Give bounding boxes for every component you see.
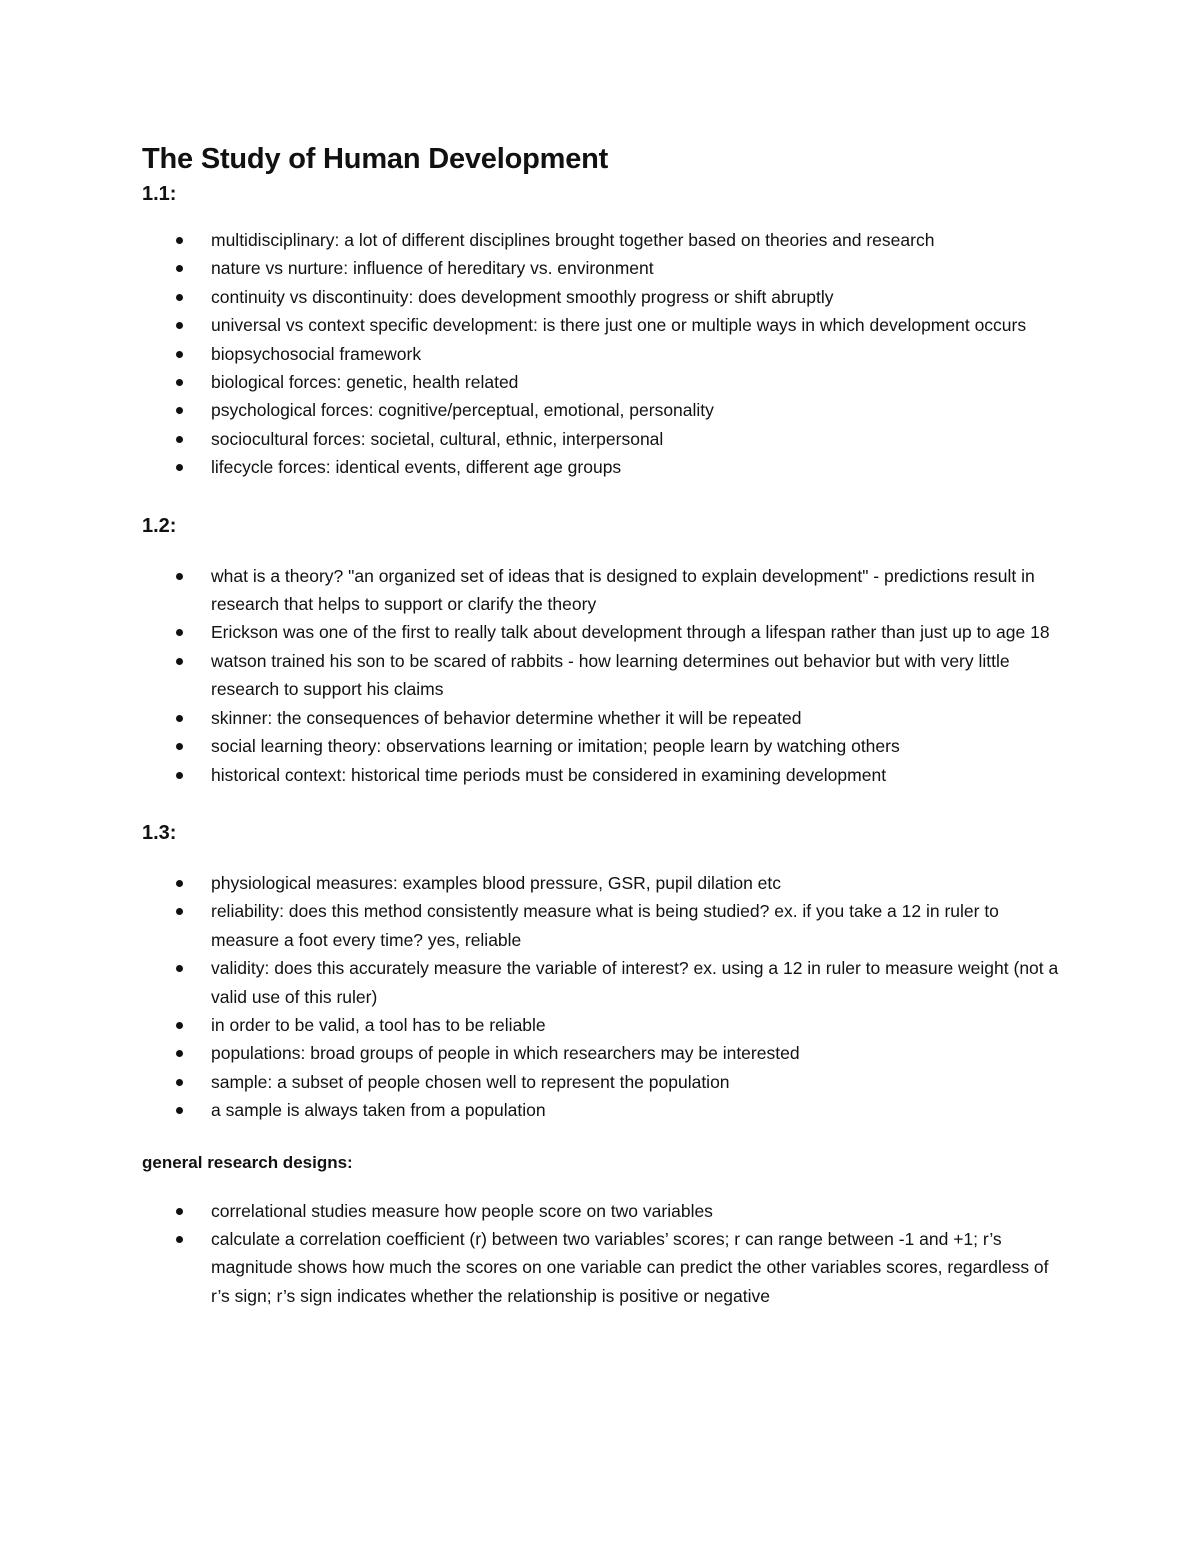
- bullet-icon: [176, 715, 183, 722]
- bullet-icon: [176, 573, 183, 580]
- list-item-text: what is a theory? "an organized set of ideas that is designed to explain development" - predictions result in research that helps to support or clarify the theory: [211, 565, 1035, 615]
- section-heading-general-research-designs: general research designs:: [142, 1152, 353, 1172]
- list-item: [142, 254, 1062, 282]
- bullet-icon: [176, 379, 183, 386]
- bullet-icon: [176, 322, 183, 329]
- list-item-text: continuity vs discontinuity: does development smoothly progress or shift abruptly: [211, 286, 834, 307]
- list-item-text: sample: a subset of people chosen well to represent the population: [211, 1071, 730, 1092]
- bullet-icon: [176, 1236, 183, 1243]
- bullet-icon: [176, 294, 183, 301]
- bullet-icon: [176, 265, 183, 272]
- bullet-icon: [176, 1107, 183, 1114]
- list-item: [142, 226, 1062, 254]
- list-item-text: lifecycle forces: identical events, different age groups: [211, 457, 622, 478]
- bullet-icon: [176, 237, 183, 244]
- list-item-text: reliability: does this method consistently measure what is being studied? ex. if you take a 12 in ruler to measure a foot every time? yes, reliable: [211, 901, 999, 950]
- list-item: [142, 647, 1062, 704]
- list-item-text: historical context: historical time periods must be considered in examining development: [211, 764, 887, 785]
- bullet-icon: [176, 1208, 183, 1215]
- list-item: [142, 1197, 1062, 1225]
- list-item: [142, 562, 1062, 619]
- bullet-icon: [176, 772, 183, 779]
- list-item: [142, 396, 1062, 424]
- list-item-text: nature vs nurture: influence of hereditary vs. environment: [211, 258, 654, 279]
- list-item-text: universal vs context specific development: is there just one or multiple ways in which development occurs: [211, 315, 1027, 336]
- bullet-list-1-3: [142, 869, 1062, 1125]
- bullet-icon: [176, 658, 183, 665]
- bullet-icon: [176, 908, 183, 915]
- list-item: [142, 368, 1062, 396]
- list-item-text: biological forces: genetic, health related: [211, 372, 519, 393]
- bullet-icon: [176, 880, 183, 887]
- document-title: The Study of Human Development: [142, 143, 609, 175]
- list-item-text: in order to be valid, a tool has to be reliable: [211, 1014, 546, 1035]
- list-item-text: physiological measures: examples blood pressure, GSR, pupil dilation etc: [211, 872, 782, 893]
- list-item: [142, 954, 1062, 1011]
- list-item-text: correlational studies measure how people score on two variables: [211, 1200, 713, 1221]
- bullet-icon: [176, 743, 183, 750]
- list-item-text: validity: does this accurately measure the variable of interest? ex. using a 12 in ruler to measure weight (not a valid use of this ruler): [211, 958, 1059, 1007]
- list-item-text: biopsychosocial framework: [211, 343, 422, 364]
- list-item-text: Erickson was one of the first to really talk about development through a lifespan rather than just up to age 18: [211, 622, 1050, 643]
- bullet-list-1-1: [142, 226, 1062, 482]
- list-item: [142, 618, 1062, 646]
- bullet-list-general-research-designs: [142, 1197, 1062, 1311]
- list-item: [142, 1068, 1062, 1096]
- section-heading-1-2: 1.2:: [142, 514, 177, 537]
- list-item: [142, 1225, 1062, 1310]
- list-item-text: multidisciplinary: a lot of different disciplines brought together based on theories and research: [211, 230, 935, 250]
- bullet-icon: [176, 464, 183, 471]
- list-item-text: a sample is always taken from a population: [211, 1100, 546, 1121]
- list-item: [142, 425, 1062, 453]
- list-item: [142, 1039, 1062, 1067]
- bullet-icon: [176, 965, 183, 972]
- bullet-icon: [176, 436, 183, 443]
- list-item-text: psychological forces: cognitive/perceptual, emotional, personality: [211, 400, 714, 421]
- list-item-text: calculate a correlation coefficient (r) between two variables’ scores; r can range between -1 and +1; r’s magnitude shows how much the scores on one variable can predict the other variables scores, regardless of r’s sign; r’s sign indicates whether the relationship is positive or negative: [211, 1228, 1049, 1306]
- bullet-icon: [176, 351, 183, 358]
- list-item: [142, 704, 1062, 732]
- list-item-text: watson trained his son to be scared of rabbits - how learning determines out behavior but with very little research to support his claims: [211, 650, 1010, 700]
- bullet-icon: [176, 1079, 183, 1086]
- bullet-icon: [176, 407, 183, 414]
- list-item: [142, 283, 1062, 311]
- list-item: [142, 869, 1062, 897]
- bullet-icon: [176, 1050, 183, 1057]
- list-item-text: sociocultural forces: societal, cultural, ethnic, interpersonal: [211, 428, 664, 449]
- bullet-icon: [176, 629, 183, 636]
- list-item-text: skinner: the consequences of behavior determine whether it will be repeated: [211, 707, 802, 728]
- list-item-text: social learning theory: observations learning or imitation; people learn by watching others: [211, 736, 900, 757]
- list-item: [142, 761, 1062, 789]
- list-item: [142, 340, 1062, 368]
- list-item-text: populations: broad groups of people in which researchers may be interested: [211, 1043, 800, 1064]
- list-item: [142, 732, 1062, 760]
- section-heading-1-3: 1.3:: [142, 821, 177, 844]
- list-item: [142, 1096, 1062, 1124]
- section-heading-1-1: 1.1:: [142, 183, 177, 205]
- list-item: [142, 1011, 1062, 1039]
- bullet-list-1-2: [142, 562, 1062, 789]
- list-item: [142, 311, 1062, 339]
- list-item: [142, 453, 1062, 481]
- document-page: [142, 140, 1062, 1310]
- bullet-icon: [176, 1022, 183, 1029]
- list-item: [142, 897, 1062, 954]
